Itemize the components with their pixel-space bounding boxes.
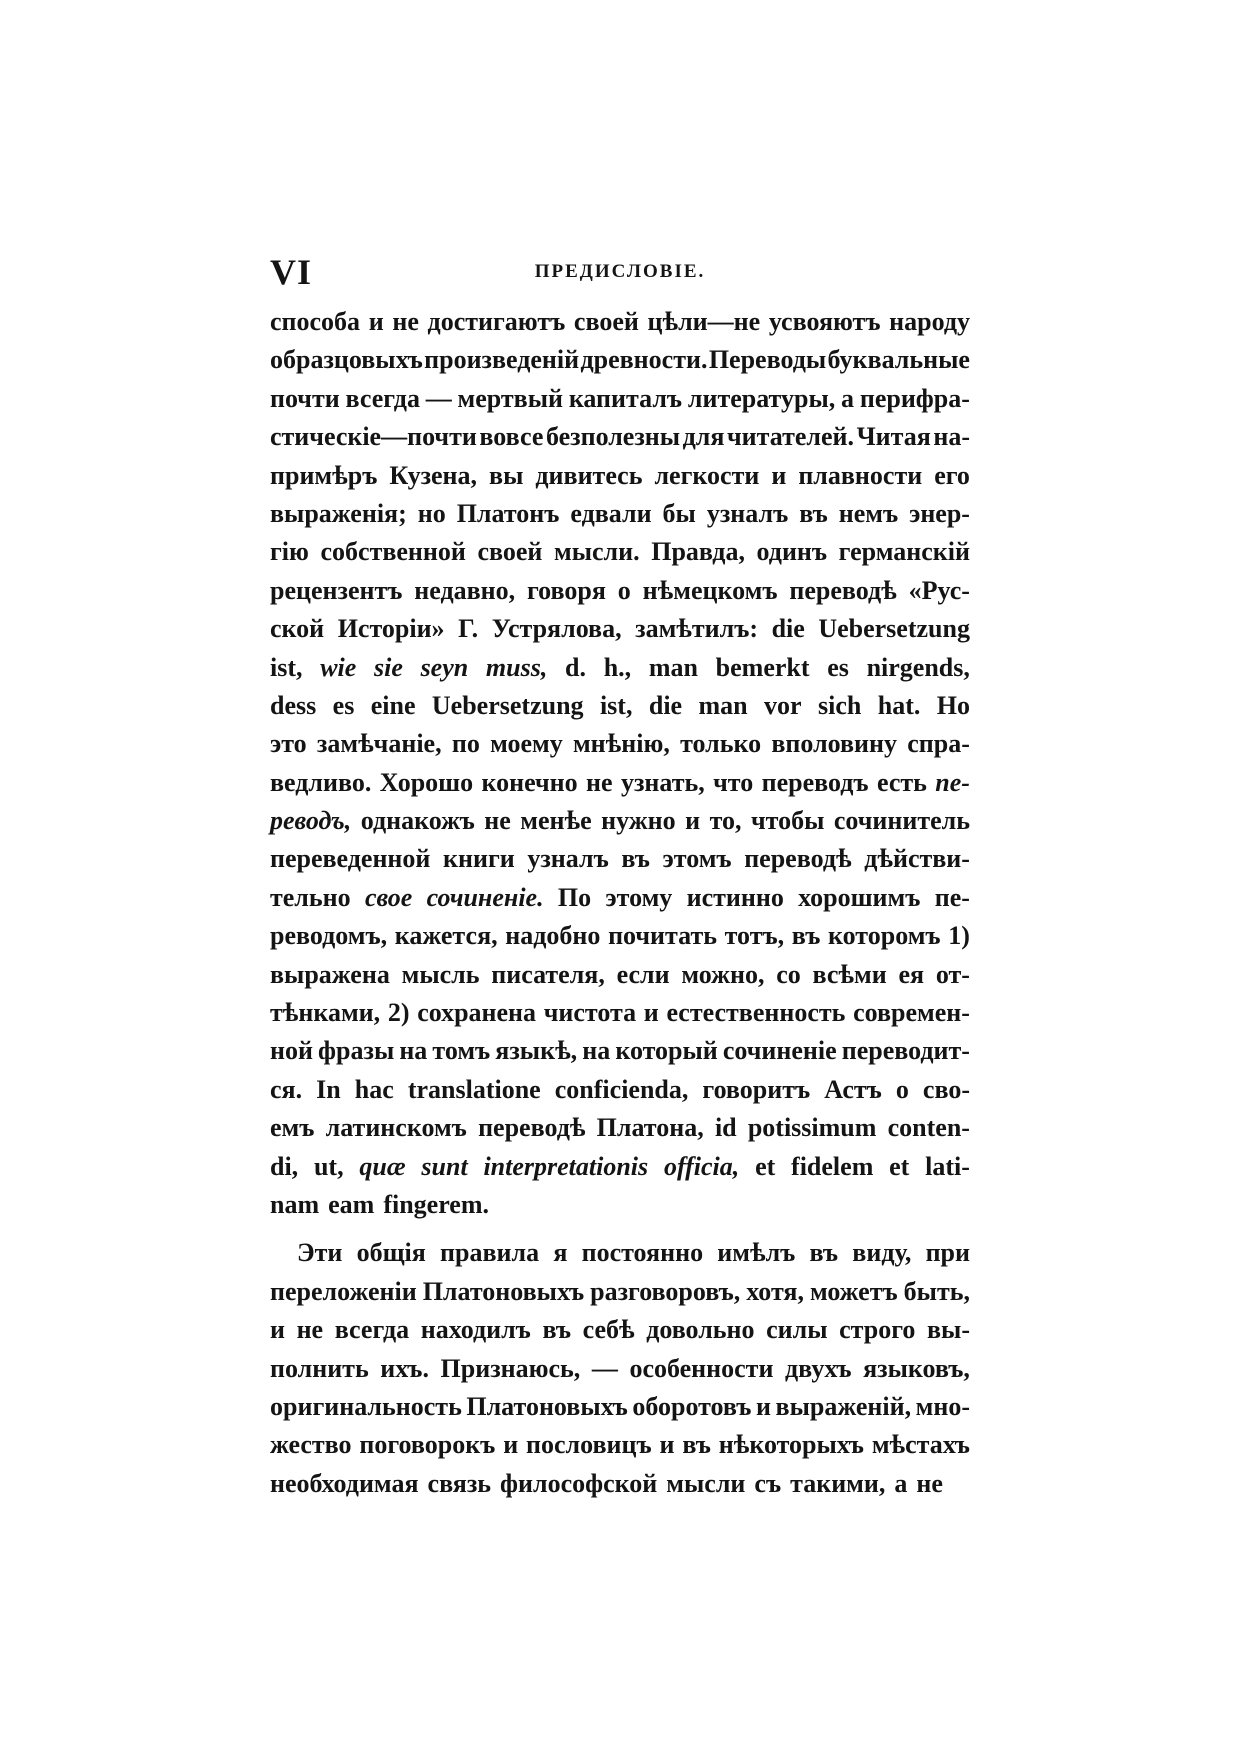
word: говоритъ (702, 1074, 811, 1104)
word: способа (270, 307, 361, 336)
text-line (270, 303, 970, 341)
word: Исторіи» (337, 614, 445, 644)
text-line (270, 1109, 970, 1147)
word: хотя, (746, 1276, 804, 1306)
word: хорошимъ (798, 882, 921, 912)
word: пе- (935, 767, 970, 797)
word: при (925, 1238, 970, 1268)
word: пе- (934, 882, 970, 912)
word: мертвый (457, 383, 564, 413)
word: древности. (580, 345, 708, 375)
text-line (270, 1148, 970, 1186)
word: если (616, 959, 670, 989)
text-line (270, 725, 970, 763)
word: Правда, (651, 537, 745, 567)
text-line (270, 649, 970, 687)
word: одинъ (756, 537, 828, 567)
word: реводомъ, (270, 921, 388, 951)
word: почитать (608, 921, 717, 951)
word: мно- (915, 1391, 970, 1421)
word: въ (621, 844, 650, 874)
word: di, (270, 1151, 299, 1181)
text-line (270, 418, 970, 456)
text-body (270, 303, 970, 1503)
text-line (270, 687, 970, 725)
word: и (756, 1391, 771, 1421)
word: энер- (909, 498, 970, 528)
word: Признаюсь, (440, 1353, 581, 1383)
word: не (392, 307, 419, 336)
word: Но (936, 690, 970, 720)
word: Хорошо (379, 767, 474, 797)
text-line (270, 1234, 970, 1272)
word: Кузена, (389, 460, 478, 490)
word: es (827, 652, 849, 682)
word: истинно (686, 882, 784, 912)
word: реводъ, (270, 806, 352, 836)
word: стическіе—почти (270, 422, 477, 452)
word: conficienda, (554, 1074, 689, 1104)
word: своей (573, 307, 639, 336)
word: что (713, 767, 754, 797)
text-line (270, 840, 970, 878)
word: на- (933, 422, 970, 452)
word: мысли (666, 1468, 746, 1498)
word: этомъ (662, 844, 732, 874)
word: ной (270, 1036, 313, 1066)
word: узналъ (527, 844, 609, 874)
word: о (895, 1074, 909, 1104)
word: языковъ, (863, 1353, 970, 1383)
word: произведеній (424, 345, 580, 375)
text-line (270, 457, 970, 495)
word: моему (490, 729, 563, 759)
text-line (270, 1465, 970, 1503)
word: sie (373, 652, 403, 682)
text-line (270, 1032, 970, 1070)
word: и (685, 806, 701, 836)
word: Читая (856, 422, 931, 452)
word: hat. (877, 690, 921, 720)
word: пословицъ (526, 1430, 652, 1460)
word: ея (898, 959, 925, 989)
word: связь (427, 1468, 492, 1498)
word: ist, (599, 690, 633, 720)
word: оборотовъ (632, 1391, 752, 1421)
word: въ (809, 1238, 839, 1268)
word: мысль (401, 959, 480, 989)
word: conten- (887, 1113, 970, 1143)
word: wie (320, 652, 357, 682)
word: необходимая (270, 1468, 419, 1498)
word: латинскомъ (325, 1113, 467, 1143)
word: ся. (270, 1074, 303, 1104)
word: со (776, 959, 801, 989)
word: съ (754, 1468, 782, 1498)
page-number: VI (270, 252, 313, 292)
word: Эти (297, 1238, 343, 1268)
word: переведенной (270, 844, 431, 874)
word: всѣми (812, 959, 887, 989)
word: вовсе (479, 422, 544, 452)
word: строго (839, 1315, 916, 1345)
word: вы- (926, 1315, 970, 1345)
word: мнѣнію, (572, 729, 670, 759)
word: достигаютъ (427, 307, 566, 336)
word: однакожъ (360, 806, 475, 836)
word: muss, (485, 652, 548, 682)
word: и (270, 1315, 285, 1345)
word: officia, (663, 1151, 740, 1181)
word: nirgends, (866, 652, 970, 682)
word: не (484, 806, 511, 836)
word: die (648, 690, 683, 720)
word: Платона, (596, 1113, 704, 1143)
word: translatione (407, 1074, 541, 1104)
word: сохранена (417, 998, 537, 1028)
text-line (270, 956, 970, 994)
word: мѣстахъ (871, 1430, 970, 1460)
word: тельно (270, 882, 351, 912)
word: interpretationis (483, 1151, 649, 1181)
word: такими, (790, 1468, 886, 1498)
word: vor (764, 690, 802, 720)
word: читателей. (727, 422, 854, 452)
word: выраженій, (775, 1391, 912, 1421)
word: вполовину (771, 729, 898, 759)
text-line (270, 1273, 970, 1311)
word: man (698, 690, 748, 720)
word: 1) (948, 921, 970, 951)
word: ской (270, 614, 325, 644)
word: которомъ (828, 921, 941, 951)
word: выраженія; (270, 498, 407, 528)
word: нѣмецкомъ (642, 575, 778, 605)
text-line (270, 495, 970, 533)
word: въ (791, 921, 821, 951)
text-line (270, 764, 970, 802)
word: современ- (853, 998, 970, 1028)
word: вы (489, 460, 524, 490)
word: eam (328, 1189, 375, 1219)
word: гію (270, 537, 309, 567)
word: рецензентъ (270, 575, 403, 605)
word: — (425, 383, 452, 413)
word: и (771, 460, 787, 490)
word: дѣйстви- (864, 844, 970, 874)
word: eine (370, 690, 416, 720)
word: философской (500, 1468, 658, 1498)
word: по (451, 729, 480, 759)
word: ведливо. (270, 767, 372, 797)
word: книги (443, 844, 515, 874)
word: о (617, 575, 631, 605)
text-line (270, 533, 970, 571)
word: двухъ (785, 1353, 852, 1383)
word: dess (270, 690, 317, 720)
word: естественность (666, 998, 846, 1028)
word: на (582, 1036, 611, 1066)
word: тотъ, (724, 921, 785, 951)
word: fingerem. (383, 1189, 489, 1219)
word: оригинальность (270, 1391, 462, 1421)
word: и (659, 1430, 675, 1460)
word: переводит- (841, 1036, 970, 1066)
word: кажется, (394, 921, 498, 951)
text-line (270, 341, 970, 379)
word: говоря (527, 575, 606, 605)
word: h., (603, 652, 632, 682)
paragraph-gap (270, 1224, 970, 1234)
word: общія (356, 1238, 426, 1268)
word: nam (270, 1189, 320, 1219)
word: поговорокъ (359, 1430, 496, 1460)
word: нѣкоторыхъ (718, 1430, 864, 1460)
word: Платонъ (456, 498, 560, 528)
word: имѣлъ (717, 1238, 796, 1268)
word: плавности (798, 460, 923, 490)
word: мысли. (554, 537, 640, 567)
word: sunt (421, 1151, 468, 1181)
word: жество (270, 1430, 352, 1460)
word: узналъ (706, 498, 789, 528)
word: sich (817, 690, 862, 720)
word: переложеніи (270, 1276, 417, 1306)
word: его (934, 460, 970, 490)
word: узнать, (620, 767, 705, 797)
word: potissimum (747, 1113, 877, 1143)
text-line (270, 994, 970, 1032)
word: языкѣ, (495, 1036, 578, 1066)
word: есть (876, 767, 927, 797)
word: чтобы (750, 806, 825, 836)
word: быть, (903, 1276, 970, 1306)
word: Переводы (708, 345, 827, 375)
word: и (503, 1430, 519, 1460)
word: Устрялова, (491, 614, 622, 644)
word: менѣе (520, 806, 592, 836)
word: не (916, 1468, 943, 1498)
word: et (889, 1151, 910, 1181)
word: я (553, 1238, 568, 1268)
word: для (682, 422, 725, 452)
word: — (591, 1353, 618, 1383)
word: немъ (838, 498, 899, 528)
word: es (332, 690, 355, 720)
word: усвояютъ (768, 307, 881, 336)
word: легкости (654, 460, 760, 490)
word: 2) (387, 998, 410, 1028)
word: In (316, 1074, 341, 1104)
word: буквальные (827, 345, 970, 375)
text-line (270, 802, 970, 840)
word: себѣ (582, 1315, 635, 1345)
word: въ (542, 1315, 571, 1345)
word: et (755, 1151, 776, 1181)
word: можно, (681, 959, 765, 989)
word: спра- (907, 729, 970, 759)
word: примѣръ (270, 460, 378, 490)
word: недавно, (414, 575, 516, 605)
word: правила (440, 1238, 540, 1268)
word: замѣчаніе, (316, 729, 442, 759)
text-line (270, 380, 970, 418)
word: это (270, 729, 307, 759)
word: сочинитель (833, 806, 970, 836)
word: сочиненіе. (426, 882, 544, 912)
page-header (270, 251, 970, 291)
word: и (368, 307, 384, 336)
word: виду, (852, 1238, 912, 1268)
word: не (586, 767, 613, 797)
word: конечно (481, 767, 578, 797)
word: Г. (458, 614, 479, 644)
word: емъ (270, 1113, 315, 1143)
text-line (270, 879, 970, 917)
word: безполезны (545, 422, 681, 452)
word: переводѣ (789, 575, 897, 605)
word: капиталъ (568, 383, 683, 413)
word: можетъ (809, 1276, 898, 1306)
word: всегда (334, 1315, 410, 1345)
word: свое (364, 882, 413, 912)
text-line (270, 1186, 970, 1224)
word: образцовыхъ (270, 345, 423, 375)
text-line (270, 1311, 970, 1349)
word: литературы, (687, 383, 836, 413)
word: фразы (318, 1036, 395, 1066)
word: этому (605, 882, 673, 912)
word: сво- (922, 1074, 970, 1104)
word: Uebersetzung (431, 690, 584, 720)
word: всегда (345, 383, 420, 413)
word: fidelem (791, 1151, 874, 1181)
word: почти (270, 383, 340, 413)
word: переводъ (761, 767, 869, 797)
word: едвали (570, 498, 652, 528)
word: замѣтилъ: (635, 614, 759, 644)
text-line (270, 1350, 970, 1388)
word: и (643, 998, 659, 1028)
word: тѣнками, (270, 998, 381, 1028)
word: бы (662, 498, 696, 528)
word: id (714, 1113, 737, 1143)
word: Платоновыхъ (466, 1391, 628, 1421)
word: полнить (270, 1353, 369, 1383)
word: Платоновыхъ (422, 1276, 585, 1306)
text-line (270, 917, 970, 955)
word: ist, (270, 652, 303, 682)
word: Астъ (824, 1074, 882, 1104)
word: «Рус- (908, 575, 970, 605)
word: но (417, 498, 446, 528)
word: находилъ (420, 1315, 531, 1345)
word: lati- (925, 1151, 970, 1181)
word: переводѣ (478, 1113, 586, 1143)
text-line (270, 1388, 970, 1426)
text-line (270, 1071, 970, 1109)
word: die (771, 614, 805, 644)
word: не (296, 1315, 324, 1345)
text-line (270, 610, 970, 648)
word: постоянно (581, 1238, 704, 1268)
word: народу (889, 307, 970, 336)
word: собственной (320, 537, 466, 567)
text-line (270, 1426, 970, 1464)
word: выражена (270, 959, 390, 989)
word: силы (766, 1315, 828, 1345)
word: въ (682, 1430, 711, 1460)
paragraph (270, 303, 970, 1224)
running-title: ПРЕДИСЛОВІЕ. (534, 261, 706, 282)
word: довольно (646, 1315, 755, 1345)
word: разговоровъ, (590, 1276, 741, 1306)
word: ut, (313, 1151, 344, 1181)
word: seyn (420, 652, 469, 682)
word: томъ (432, 1036, 491, 1066)
word: По (557, 882, 592, 912)
word: ихъ. (380, 1353, 429, 1383)
word: цѣли—не (647, 307, 761, 336)
word: перифра- (859, 383, 970, 413)
word: который (615, 1036, 718, 1066)
word: то, (709, 806, 742, 836)
word: сочиненіе (722, 1036, 837, 1066)
word: своей (477, 537, 543, 567)
word: Uebersetzung (818, 614, 970, 644)
word: особенности (629, 1353, 774, 1383)
word: дивитесь (535, 460, 643, 490)
word: d. (565, 652, 586, 682)
word: надобно (505, 921, 601, 951)
word: въ (799, 498, 828, 528)
word: bemerkt (715, 652, 810, 682)
word: писателя, (491, 959, 605, 989)
word: переводѣ (744, 844, 852, 874)
word: германскій (838, 537, 970, 567)
word: man (648, 652, 698, 682)
word: hac (354, 1074, 394, 1104)
word: а (841, 383, 855, 413)
word: от- (935, 959, 970, 989)
word: на (399, 1036, 428, 1066)
word: а (894, 1468, 908, 1498)
word: чистота (543, 998, 637, 1028)
word: quæ (359, 1151, 406, 1181)
text-line (270, 572, 970, 610)
word: нужно (601, 806, 676, 836)
paragraph (270, 1234, 970, 1503)
word: только (680, 729, 762, 759)
